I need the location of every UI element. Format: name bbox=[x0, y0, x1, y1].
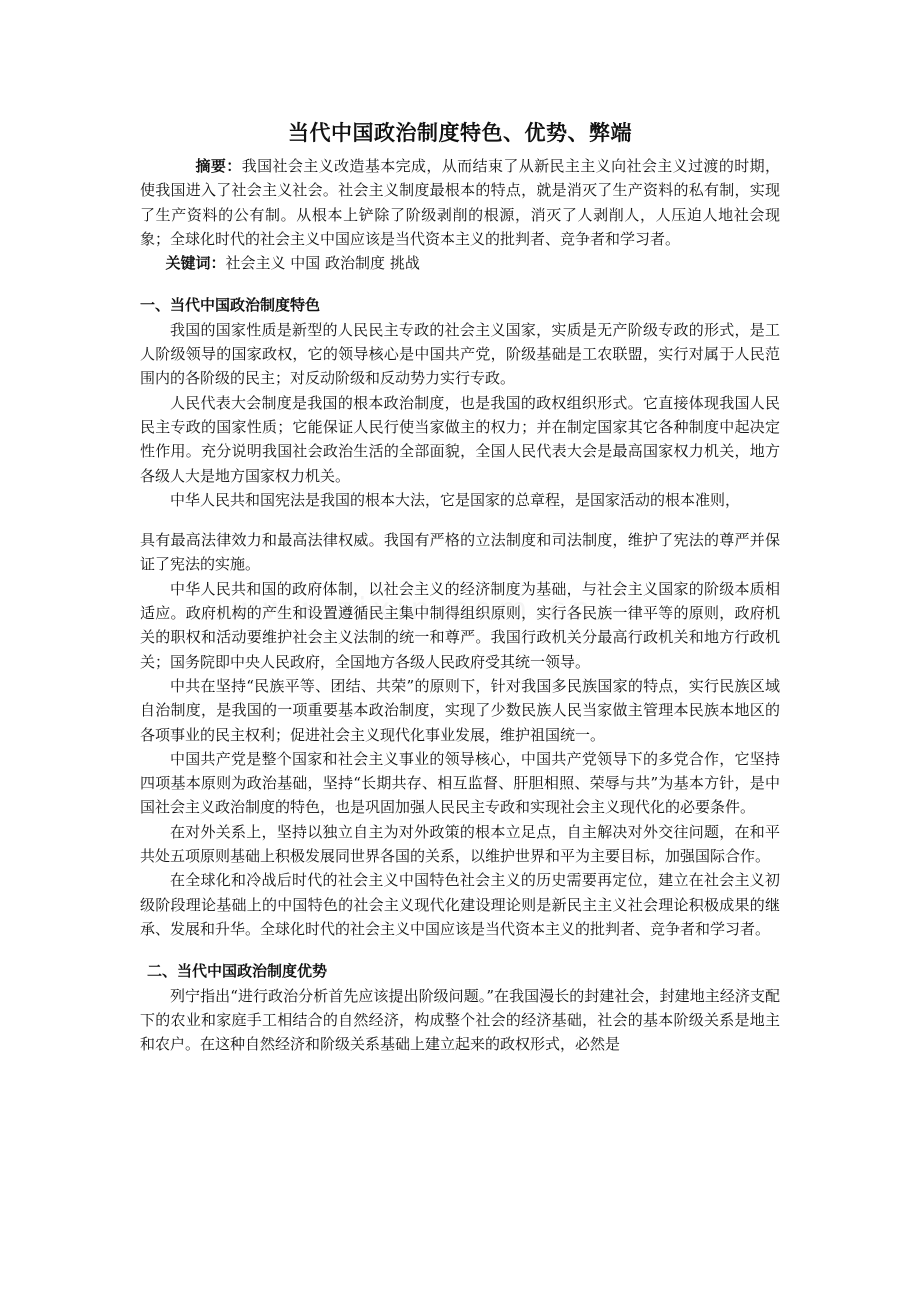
body-paragraph: 我国的国家性质是新型的人民民主专政的社会主义国家，实质是无产阶级专政的形式，是工人阶级领导的国家政权，它的领导核心是中国共产党，阶级基础是工农联盟，实行对属于人民范围内的各阶级的民主；对反动阶级和反动势力实行专政。 bbox=[140, 320, 780, 388]
abstract-paragraph bbox=[140, 154, 780, 251]
section-heading-characteristics: 一、当代中国政治制度特色 bbox=[140, 296, 321, 315]
keywords-text: 社会主义 中国 政治制度 挑战 bbox=[225, 254, 420, 273]
body-paragraph: 列宁指出“进行政治分析首先应该提出阶级问题。”在我国漫长的封建社会，封建地主经济支配下的农业和家庭手工相结合的自然经济，构成整个社会的经济基础，社会的基本阶级关系是地主和农户。在这种自然经济和阶级关系基础上建立起来的政权形式，必然是 bbox=[140, 986, 780, 1054]
body-paragraph: 中共在坚持“民族平等、团结、共荣”的原则下，针对我国多民族国家的特点，实行民族区域自治制度，是我国的一项重要基本政治制度，实现了少数民族人民当家做主管理本民族本地区的各项事业的民主权利；促进社会主义现代化事业发展，维护祖国统一。 bbox=[140, 676, 780, 744]
document-title: 当代中国政治制度特色、优势、弊端 bbox=[288, 121, 632, 145]
section-heading-advantages: 二、当代中国政治制度优势 bbox=[147, 962, 328, 981]
abstract-label: 摘要： bbox=[195, 157, 242, 175]
body-paragraph: 在全球化和冷战后时代的社会主义中国特色社会主义的历史需要再定位，建立在社会主义初级阶段理论基础上的中国特色的社会主义现代化建设理论则是新民主主义社会理论积极成果的继承、发展和升华。全球化时代的社会主义中国应该是当代资本主义的批判者、竞争者和学习者。 bbox=[140, 871, 780, 938]
body-paragraph: 中华人民共和国宪法是我国的根本大法，它是国家的总章程，是国家活动的根本准则， bbox=[170, 490, 741, 509]
abstract-text: 我国社会主义改造基本完成，从而结束了从新民主主义向社会主义过渡的时期，使我国进入了社会主义社会。社会主义制度最根本的特点，就是消灭了生产资料的私有制，实现了生产资料的公有制。从根本上铲除了阶级剥削的根源，消灭了人剥削人，人压迫人地社会现象；全球化时代的社会主义中国应该是当代资本主义的批判者、竞争者和学习者。 bbox=[140, 157, 780, 248]
body-paragraph: 人民代表大会制度是我国的根本政治制度，也是我国的政权组织形式。它直接体现我国人民民主专政的国家性质；它能保证人民行使当家做主的权力；并在制定国家其它各种制度中起决定性作用。充分说明我国社会政治生活的全部面貌，全国人民代表大会是最高国家权力机关，地方各级人大是地方国家权力机关。 bbox=[140, 393, 780, 485]
body-paragraph: 中华人民共和国的政府体制，以社会主义的经济制度为基础，与社会主义国家的阶级本质相适应。政府机构的产生和设置遵循民主集中制得组织原则，实行各民族一律平等的原则，政府机关的职权和活动要维护社会主义法制的统一和尊严。我国行政机关分最高行政机关和地方行政机关；国务院即中央人民政府，全国地方各级人民政府受其统一领导。 bbox=[140, 579, 780, 671]
keywords-label: 关键词： bbox=[165, 254, 226, 273]
body-paragraph-continued: 具有最高法律效力和最高法律权威。我国有严格的立法制度和司法制度，维护了宪法的尊严并保证了宪法的实施。 bbox=[140, 531, 780, 574]
keywords-line bbox=[140, 251, 780, 275]
body-paragraph: 在对外关系上，坚持以独立自主为对外政策的根本立足点，自主解决对外交往问题，在和平共处五项原则基础上积极发展同世界各国的关系，以维护世界和平为主要目标，加强国际合作。 bbox=[140, 822, 780, 866]
body-paragraph: 中国共产党是整个国家和社会主义事业的领导核心，中国共产党领导下的多党合作，它坚持四项基本原则为政治基础，坚持“长期共存、相互监督、肝胆相照、荣辱与共”为基本方针，是中国社会主义政治制度的特色，也是巩固加强人民民主专政和实现社会主义现代化的必要条件。 bbox=[140, 749, 780, 817]
document-page bbox=[140, 118, 780, 1056]
